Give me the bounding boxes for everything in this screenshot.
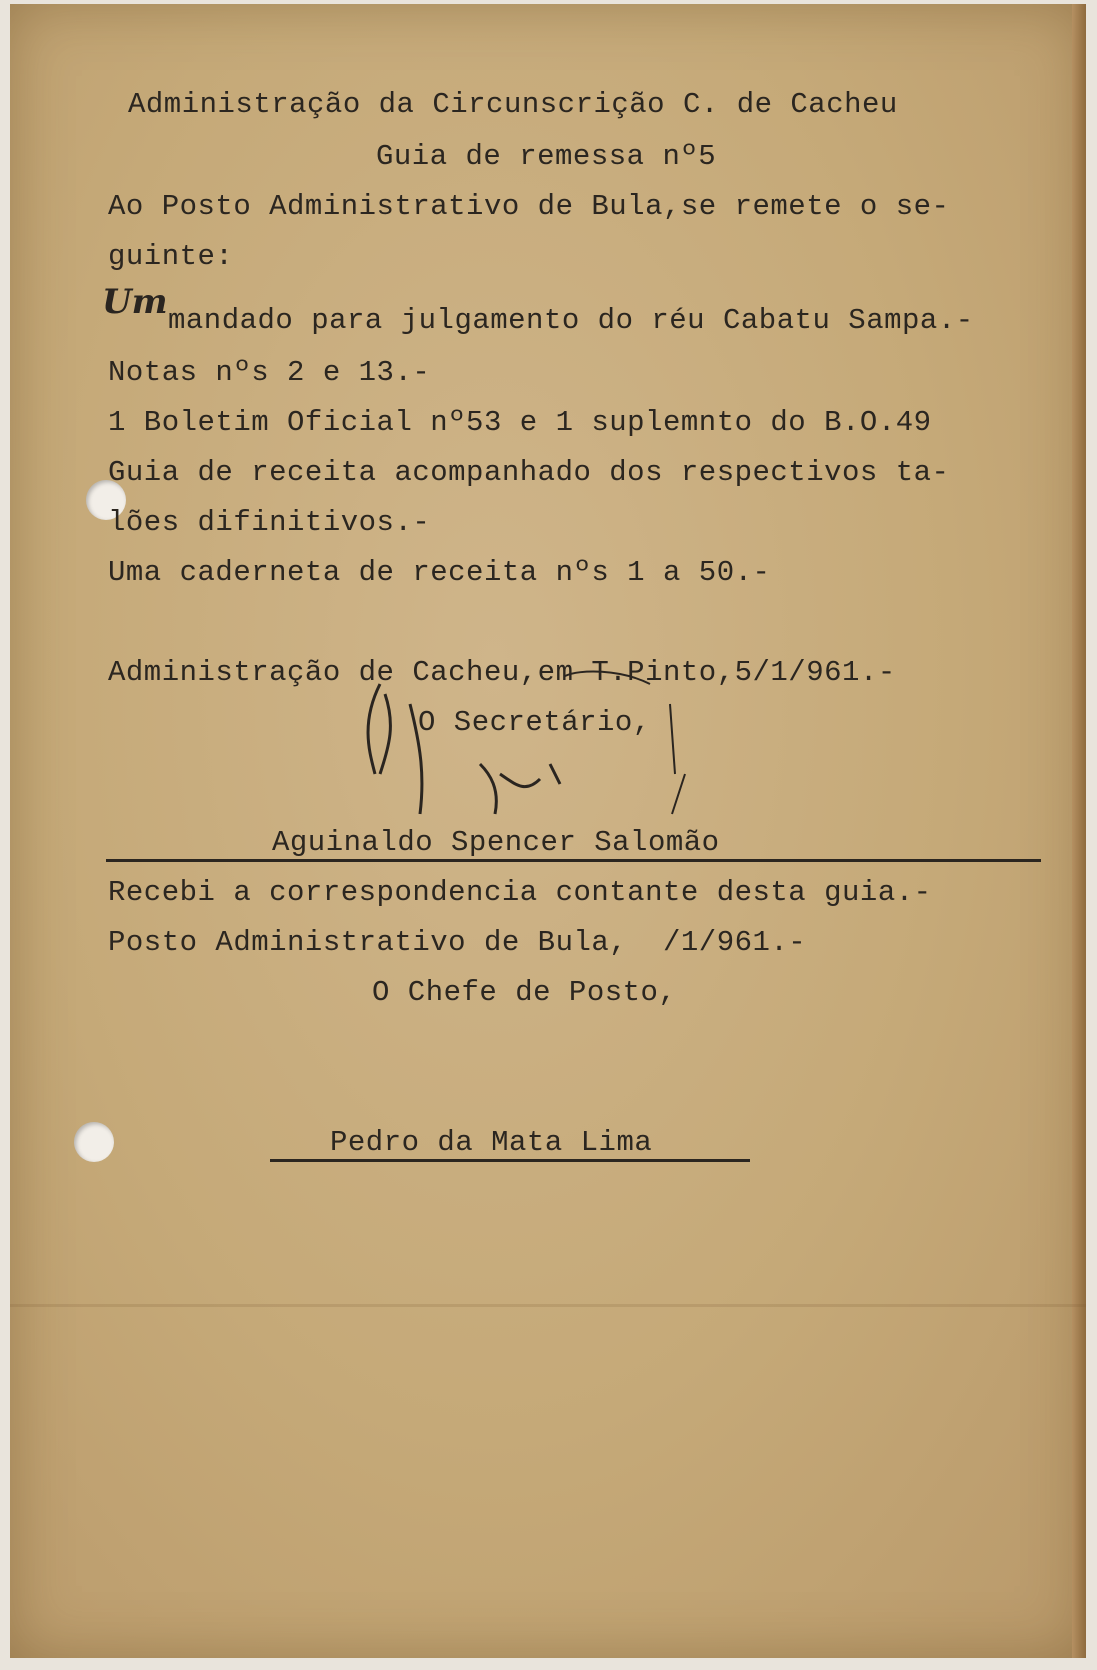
page-edge xyxy=(1072,4,1086,1658)
intro-line: Ao Posto Administrativo de Bula,se remete o se- xyxy=(108,190,950,223)
receiver-signature-line xyxy=(270,1159,750,1162)
signature-line xyxy=(106,859,1041,862)
signatory-name: Aguinaldo Spencer Salomão xyxy=(272,826,720,859)
list-item: mandado para julgamento do réu Cabatu Sampa.- xyxy=(168,304,974,337)
list-item: Notas nºs 2 e 13.- xyxy=(108,356,431,389)
document-page xyxy=(10,4,1086,1658)
handwritten-correction: Um xyxy=(102,282,168,322)
document-title: Guia de remessa nº5 xyxy=(376,140,717,173)
list-item: 1 Boletim Oficial nº53 e 1 suplemnto do B.O.49 xyxy=(108,406,932,439)
receipt-line: Posto Administrativo de Bula, /1/961.- xyxy=(108,926,807,959)
list-item: lões difinitivos.- xyxy=(108,506,431,539)
header-line: Administração da Circunscrição C. de Cacheu xyxy=(128,88,898,121)
list-item: Guia de receita acompanhado dos respectivos ta- xyxy=(108,456,950,489)
signatory-role: O Secretário, xyxy=(418,706,651,739)
place-date-line: Administração de Cacheu,em T.Pinto,5/1/961.- xyxy=(108,656,896,689)
signature-scrawl xyxy=(350,664,730,834)
receipt-role: O Chefe de Posto, xyxy=(372,976,677,1009)
receiver-name: Pedro da Mata Lima xyxy=(330,1126,653,1159)
intro-line: guinte: xyxy=(108,240,234,273)
receipt-line: Recebi a correspondencia contante desta guia.- xyxy=(108,876,932,909)
punch-hole xyxy=(74,1122,114,1162)
list-item: Uma caderneta de receita nºs 1 a 50.- xyxy=(108,556,771,589)
paper-fold xyxy=(10,1304,1086,1307)
